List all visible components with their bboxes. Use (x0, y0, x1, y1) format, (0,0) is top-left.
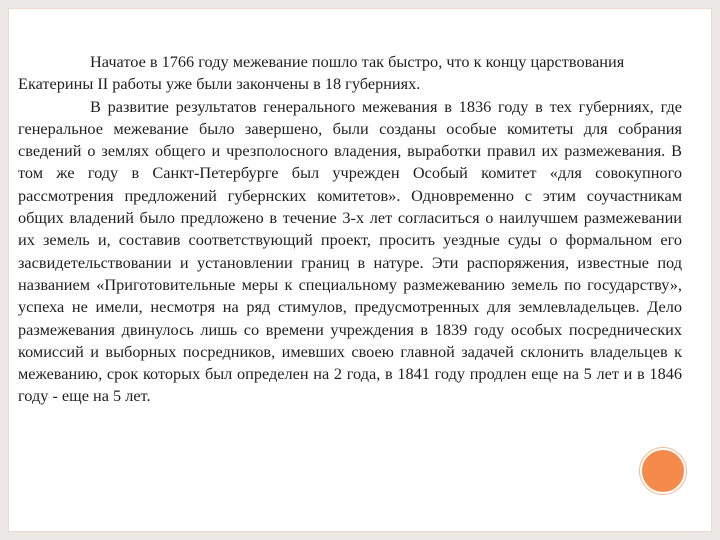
slide (8, 8, 712, 532)
slide-body-text (18, 51, 682, 408)
paragraph-1: Начатое в 1766 году межевание пошло так быстро, что к концу царствования Екатерины II работы уже были закончены в 18 губерниях. (18, 52, 625, 94)
decorative-circle-icon (640, 448, 686, 494)
paragraph-2: В развитие результатов генерального межевания в 1836 году в тех губерниях, где генеральное межевание было завершено, были созданы особые комитеты для собрания сведений о землях общего и чрезполосного владения, выработки правил их размежевания. В том же году в Санкт-Петербурге был учрежден Особый комитет «для совокупного рассмотрения предложений губернских комитетов». Одновременно с этим соучастникам общих владений было предложено в течение 3-х лет согласиться о наилучшем размежевании их земель и, составив соответствующий проект, просить уездные суды о формальном его засвидетельствовании и установлении границ в натуре. Эти распоряжения, известные под названием «Приготовительные меры к специальному размежеванию земель по государству», успеха не имели, несмотря на ряд стимулов, предусмотренных для землевладельцев. Дело размежевания двинулось лишь со времени учреждения в 1839 году особых посреднических комиссий и выборных посредников, имевших своею главной задачей склонить владельцев к межеванию, срок которых был определен на 2 года, в 1841 году продлен еще на 5 лет и в 1846 году - еще на 5 лет. (18, 96, 682, 406)
